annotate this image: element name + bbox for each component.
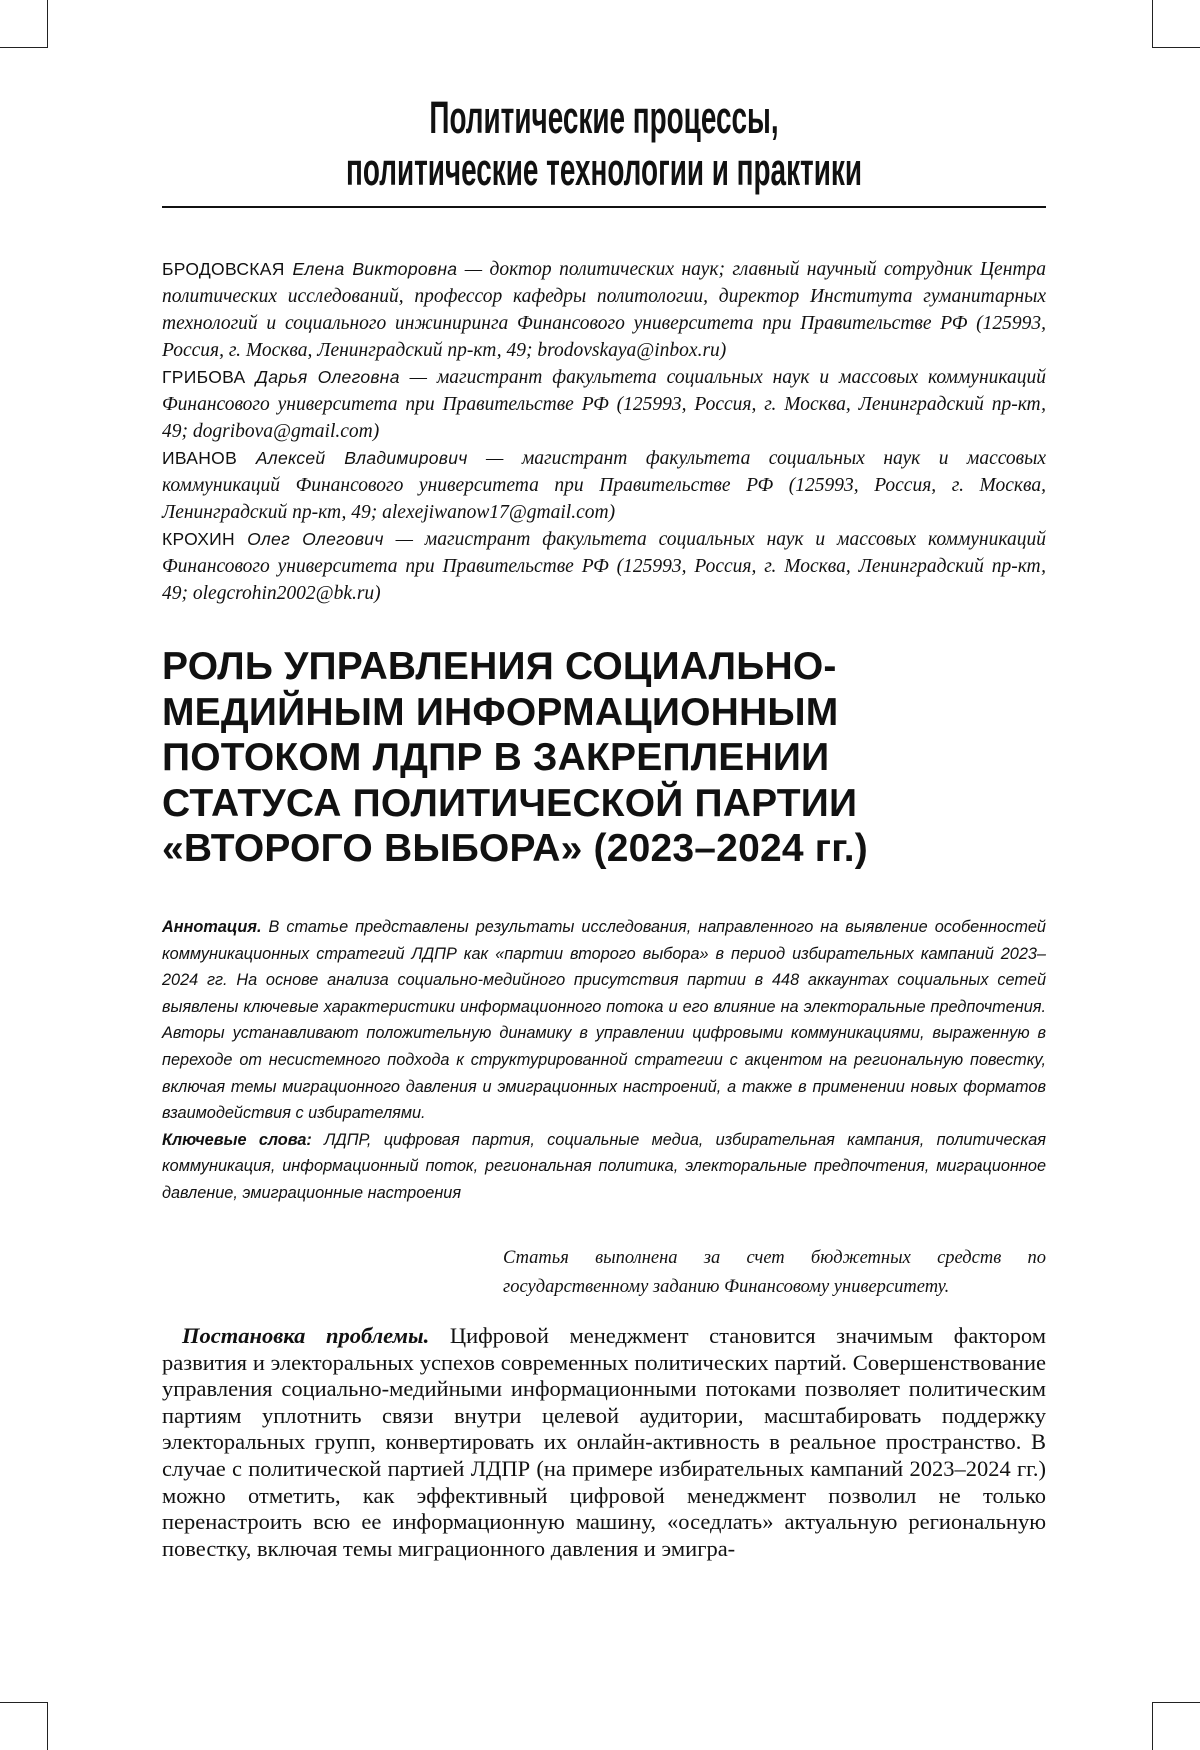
- title-line: СТАТУСА ПОЛИТИЧЕСКОЙ ПАРТИИ: [162, 781, 1062, 827]
- title-line: РОЛЬ УПРАВЛЕНИЯ СОЦИАЛЬНО-: [162, 644, 1062, 690]
- author-entry: [162, 364, 1046, 445]
- crop-mark: [0, 47, 48, 48]
- section-heading-line: политические технологии и практики: [330, 144, 878, 196]
- author-given-name: Алексей Владимирович: [256, 448, 468, 468]
- abstract-text: В статье представлены результаты исследования, направленного на выявление особенностей коммуникационных стратегий ЛДПР как «партии второго выбора» в период избирательных кампаний 2023–2024 гг. На основе анализа социально-медийного присутствия партии в 448 аккаунтах социальных сетей выявлены ключевые характеристики информационного потока и его влияние на электоральные предпочтения. Авторы устанавливают положительную динамику в управлении цифровыми коммуникациями, выраженную в переходе от несистемного подхода к структурированной стратегии с акцентом на региональную повестку, включая темы миграционного давления и эмиграционных настроений, а также в применении новых форматов взаимодействия с избирателями.: [162, 918, 1046, 1122]
- abstract-label: Аннотация.: [162, 918, 261, 936]
- body-text: [162, 1323, 1046, 1562]
- crop-mark: [1152, 0, 1153, 48]
- crop-mark: [1152, 47, 1200, 48]
- keywords-paragraph: [162, 1127, 1046, 1207]
- author-entry: [162, 526, 1046, 607]
- abstract-paragraph: [162, 914, 1046, 1127]
- author-surname: БРОДОВСКАЯ: [162, 259, 285, 279]
- author-info: — магистрант факультета социальных наук и массовых коммуникаций Финансового университета при Правительстве РФ (125993, Россия, г. Москва, Ленинградский пр-кт, 49; dogribova@gmail.com): [162, 367, 1046, 442]
- author-info: — магистрант факультета социальных наук и массовых коммуникаций Финансового университета при Правительстве РФ (125993, Россия, г. Москва, Ленинградский пр-кт, 49; alexejiwanow17@gmail.com): [162, 448, 1046, 523]
- author-given-name: Дарья Олеговна: [256, 367, 400, 387]
- body-lead: Постановка проблемы.: [182, 1323, 429, 1348]
- section-heading: [162, 92, 1046, 196]
- abstract: [162, 914, 1046, 1207]
- funding-note: Статья выполнена за счет бюджетных средств по государственному заданию Финансовому университету.: [503, 1244, 1046, 1302]
- author-list: [162, 256, 1046, 607]
- crop-mark: [1152, 1702, 1200, 1703]
- article-title: [162, 644, 1062, 872]
- author-info: — магистрант факультета социальных наук и массовых коммуникаций Финансового университета при Правительстве РФ (125993, Россия, г. Москва, Ленинградский пр-кт, 49; olegcrohin2002@bk.ru): [162, 529, 1046, 604]
- author-surname: ГРИБОВА: [162, 367, 246, 387]
- title-line: ПОТОКОМ ЛДПР В ЗАКРЕПЛЕНИИ: [162, 735, 1062, 781]
- author-given-name: Олег Олегович: [247, 529, 384, 549]
- author-entry: [162, 256, 1046, 364]
- author-info: — доктор политических наук; главный научный сотрудник Центра политических исследований, профессор кафедры политологии, директор Института гуманитарных технологий и социального инжиниринга Финансового университета при Правительстве РФ (125993, Россия, г. Москва, Ленинградский пр-кт, 49; brodovskaya@inbox.ru): [162, 259, 1046, 361]
- title-line: «ВТОРОГО ВЫБОРА» (2023–2024 гг.): [162, 826, 1062, 872]
- body-paragraph-text: Цифровой менеджмент становится значимым фактором развития и электоральных успехов современных политических партий. Совершенствование управления социально-медийными информационными потоками позволяет политическим партиям уплотнить связи внутри целевой аудитории, масштабировать поддержку электоральных групп, конвертировать их онлайн-активность в реальное пространство. В случае с политической партией ЛДПР (на примере избирательных кампаний 2023–2024 гг.) можно отметить, как эффективный цифровой менеджмент позволил не только перенастроить всю ее информационную машину, «оседлать» актуальную региональную повестку, включая темы миграционного давления и эмигра-: [162, 1323, 1046, 1561]
- crop-mark: [1152, 1702, 1153, 1750]
- section-rule: [162, 206, 1046, 208]
- crop-mark: [47, 1702, 48, 1750]
- body-paragraph: [162, 1323, 1046, 1562]
- author-surname: ИВАНОВ: [162, 448, 237, 468]
- crop-mark: [0, 1702, 48, 1703]
- keywords-label: Ключевые слова:: [162, 1131, 312, 1149]
- author-surname: КРОХИН: [162, 529, 235, 549]
- title-line: МЕДИЙНЫМ ИНФОРМАЦИОННЫМ: [162, 690, 1062, 736]
- section-heading-line: Политические процессы,: [330, 92, 878, 144]
- crop-mark: [47, 0, 48, 48]
- author-entry: [162, 445, 1046, 526]
- author-given-name: Елена Викторовна: [292, 259, 457, 279]
- keywords-text: ЛДПР, цифровая партия, социальные медиа, избирательная кампания, политическая коммуникация, информационный поток, региональная политика, электоральные предпочтения, миграционное давление, эмиграционные настроения: [162, 1131, 1046, 1202]
